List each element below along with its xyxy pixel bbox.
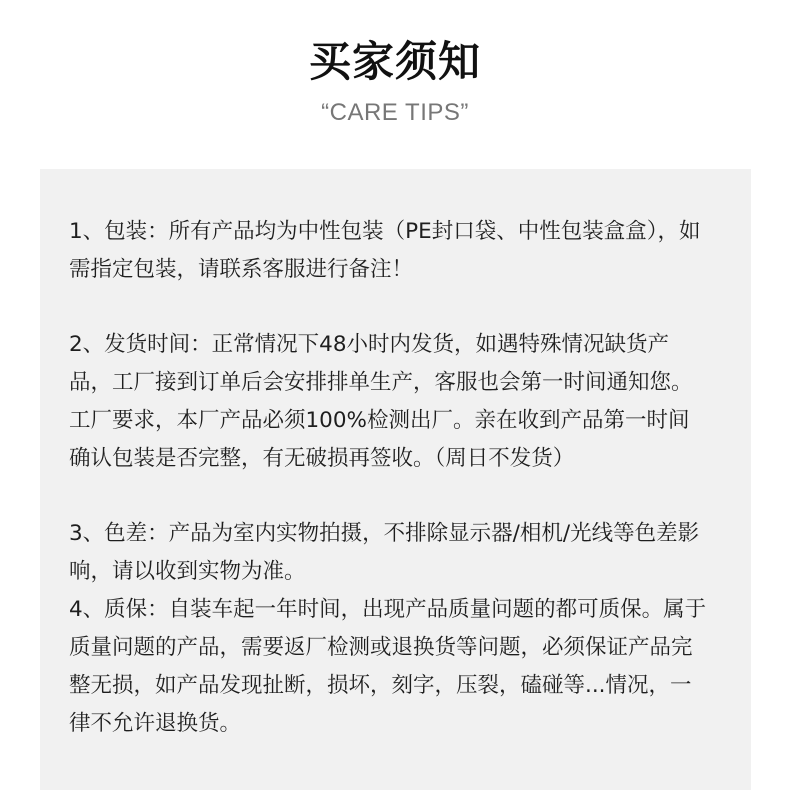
tips-list — [69, 213, 709, 743]
care-tips-panel — [40, 169, 751, 790]
tip-packaging: 1、包装：所有产品均为中性包装（PE封口袋、中性包装盒盒），如需指定包装，请联系客服进行备注！ — [69, 219, 701, 282]
tip-shipping-time: 2、发货时间：正常情况下48小时内发货，如遇特殊情况缺货产品，工厂接到订单后会安排排单生产，客服也会第一时间通知您。工厂要求，本厂产品必须100%检测出厂。亲在收到产品第一时间确认包装是否完整，有无破损再签收。（周日不发货） — [69, 332, 693, 471]
page-title: 买家须知 — [308, 37, 481, 86]
tip-color-difference: 3、色差：产品为室内实物拍摄，不排除显示器/相机/光线等色差影响，请以收到实物为准。 — [69, 521, 700, 584]
page-subtitle: “CARE TIPS” — [321, 99, 469, 126]
tip-warranty: 4、质保：自装车起一年时间，出现产品质量问题的都可质保。属于质量问题的产品，需要返厂检测或退换货等问题，必须保证产品完整无损，如产品发现扯断，损坏，刻字，压裂，磕碰等...情况，一律不允许退换货。 — [69, 597, 707, 736]
